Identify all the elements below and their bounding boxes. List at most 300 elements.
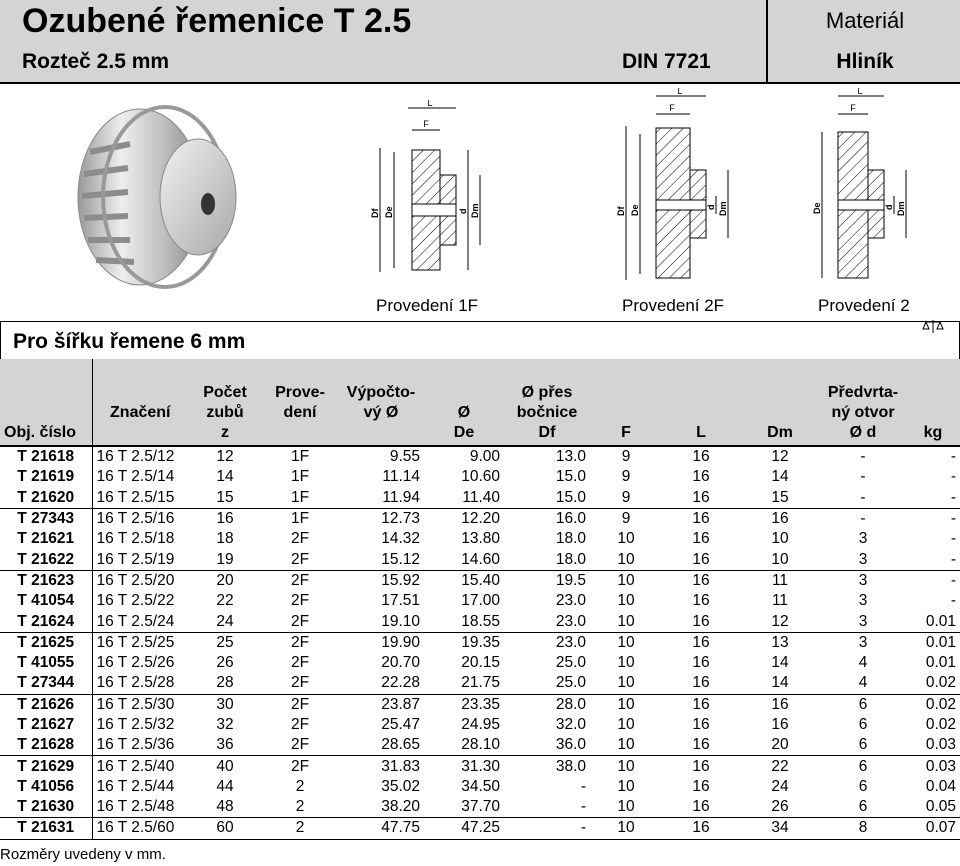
cell-obj-cislo: T 21621 xyxy=(0,529,92,549)
table-row xyxy=(0,549,960,570)
cell-vypoctovy-prumer: 28.65 xyxy=(381,736,420,754)
header-line: Ø přes xyxy=(521,384,573,401)
cell-f: 10 xyxy=(617,654,635,672)
cell-znaceni: 16 T 2.5/60 xyxy=(92,818,188,839)
header-predvrtany-otvor xyxy=(820,359,906,446)
header-l xyxy=(662,359,740,446)
cell-znaceni: 16 T 2.5/14 xyxy=(96,468,175,486)
header-obj-cislo xyxy=(0,359,92,446)
cell-l: 16 xyxy=(692,654,710,672)
cell-provedeni: 2F xyxy=(290,612,310,630)
header-vypoctovy-prumer xyxy=(338,359,424,446)
cell-pocet-zubu: 32 xyxy=(216,716,234,733)
cell-predvrtany-otvor: 4 xyxy=(858,654,868,672)
header-line: z xyxy=(221,424,229,441)
cell-de: 9.00 xyxy=(424,446,504,467)
cell-predvrtany-otvor: 4 xyxy=(858,674,868,692)
cell-provedeni: 2F xyxy=(262,632,338,653)
cell-pocet-zubu: 19 xyxy=(216,550,234,568)
cell-provedeni: 1F xyxy=(290,468,310,486)
dim-label-dm-2f: Dm xyxy=(718,201,728,216)
table-row xyxy=(0,694,960,715)
cell-obj-cislo: T 21620 xyxy=(0,488,92,509)
cell-df: 13.0 xyxy=(504,446,590,467)
cell-pocet-zubu: 24 xyxy=(216,612,234,630)
cell-df: 15.0 xyxy=(555,488,586,506)
cell-znaceni: 16 T 2.5/48 xyxy=(96,798,175,816)
cell-dm: 22 xyxy=(740,756,820,777)
cell-df: 25.0 xyxy=(555,674,586,692)
cell-kg: - xyxy=(906,446,960,467)
cell-de: 17.00 xyxy=(461,592,500,610)
cell-predvrtany-otvor: - xyxy=(860,468,866,486)
cell-znaceni: 16 T 2.5/26 xyxy=(96,654,175,672)
cell-f: 10 xyxy=(617,612,635,630)
cell-f: 10 xyxy=(590,694,662,715)
cell-znaceni: 16 T 2.5/28 xyxy=(96,674,175,692)
cell-df: 23.0 xyxy=(555,592,586,610)
cell-predvrtany-otvor: - xyxy=(820,508,906,529)
cell-vypoctovy-prumer: 15.12 xyxy=(381,550,420,568)
cell-provedeni: 2 xyxy=(295,798,305,816)
header-line: kg xyxy=(923,424,943,441)
cell-kg: 0.05 xyxy=(925,798,956,816)
header-line: Výpočto- xyxy=(346,384,416,401)
dim-label-l-2f: L xyxy=(677,88,683,96)
cell-predvrtany-otvor: 6 xyxy=(858,736,868,754)
cell-znaceni: 16 T 2.5/12 xyxy=(92,446,188,467)
cell-znaceni: 16 T 2.5/19 xyxy=(96,550,175,568)
cell-obj-cislo: T 21626 xyxy=(0,694,92,715)
table-row xyxy=(0,488,960,509)
cell-predvrtany-otvor: 8 xyxy=(820,818,906,839)
cell-kg: 0.02 xyxy=(906,694,960,715)
section-header xyxy=(0,321,960,361)
cell-dm: 14 xyxy=(771,468,789,486)
table-row xyxy=(0,508,960,529)
dim-label-df: Df xyxy=(370,208,380,218)
dim-label-l: L xyxy=(427,100,433,108)
cell-de: 14.60 xyxy=(461,550,500,568)
cell-dm: 24 xyxy=(771,777,789,795)
cell-provedeni: 2F xyxy=(290,654,310,672)
cell-dm: 34 xyxy=(740,818,820,839)
table-row xyxy=(0,797,960,818)
cell-dm: 12 xyxy=(771,612,789,630)
cell-df: - xyxy=(580,798,586,816)
cell-pocet-zubu: 48 xyxy=(216,798,234,816)
header-line: Df xyxy=(538,424,556,441)
cell-de: 13.80 xyxy=(461,530,500,548)
header-line: zubů xyxy=(206,404,244,421)
cell-vypoctovy-prumer: 14.32 xyxy=(381,530,420,548)
caption-1f: Provedení 1F xyxy=(376,296,479,315)
dim-label-df-2f: Df xyxy=(616,206,626,216)
cell-df: 23.0 xyxy=(504,632,590,653)
cell-df: 15.0 xyxy=(555,468,586,486)
cell-de: 19.35 xyxy=(424,632,504,653)
cell-de: 12.20 xyxy=(424,508,504,529)
cell-kg: - xyxy=(906,570,960,591)
header-line xyxy=(428,383,500,403)
cell-dm: 12 xyxy=(740,446,820,467)
cell-f: 10 xyxy=(617,550,635,568)
header-line: Ø xyxy=(457,404,471,421)
dim-label-d-2: d xyxy=(884,204,894,210)
table-row xyxy=(0,446,960,467)
cell-df: 36.0 xyxy=(555,736,586,754)
table-row xyxy=(0,715,960,735)
header-line: bočnice xyxy=(516,404,578,421)
cell-f: 9 xyxy=(590,446,662,467)
cell-provedeni: 2F xyxy=(290,550,310,568)
header-line xyxy=(97,423,185,443)
table-row xyxy=(0,735,960,756)
cell-znaceni: 16 T 2.5/30 xyxy=(92,694,188,715)
cell-znaceni: 16 T 2.5/16 xyxy=(92,508,188,529)
cell-df: - xyxy=(504,818,590,839)
cell-dm: 10 xyxy=(771,550,789,568)
cell-obj-cislo: T 21630 xyxy=(0,797,92,818)
table-row xyxy=(0,529,960,549)
cell-f: 9 xyxy=(621,468,631,486)
cell-de: 47.25 xyxy=(424,818,504,839)
header-line xyxy=(266,423,334,443)
cell-vypoctovy-prumer: 11.94 xyxy=(382,488,420,506)
cell-vypoctovy-prumer: 20.70 xyxy=(381,654,420,672)
header-line xyxy=(744,403,816,423)
cell-znaceni: 16 T 2.5/20 xyxy=(92,570,188,591)
cell-df: 32.0 xyxy=(555,716,586,733)
cell-l: 16 xyxy=(692,468,710,486)
cell-dm: 20 xyxy=(771,736,789,754)
cell-pocet-zubu: 18 xyxy=(216,530,234,548)
cell-kg: 0.01 xyxy=(925,612,956,630)
cell-obj-cislo: T 21624 xyxy=(0,611,92,632)
cell-provedeni: 2 xyxy=(262,818,338,839)
cell-predvrtany-otvor: - xyxy=(820,446,906,467)
dim-label-f-2: F xyxy=(850,103,856,113)
cell-f: 10 xyxy=(617,674,635,692)
header-line: F xyxy=(621,424,631,441)
cell-l: 16 xyxy=(662,694,740,715)
cell-vypoctovy-prumer: 15.92 xyxy=(338,570,424,591)
cell-obj-cislo: T 21625 xyxy=(0,632,92,653)
material-label: Materiál xyxy=(825,8,905,33)
cell-pocet-zubu: 16 xyxy=(188,508,262,529)
page-title: Ozubené řemenice T 2.5 xyxy=(22,2,412,40)
header-line xyxy=(97,383,185,403)
cell-kg: - xyxy=(950,488,956,506)
cell-vypoctovy-prumer: 22.28 xyxy=(381,674,420,692)
cell-de: 20.15 xyxy=(461,654,500,672)
cell-dm: 10 xyxy=(771,530,789,548)
cell-vypoctovy-prumer: 9.55 xyxy=(338,446,424,467)
cell-predvrtany-otvor: 6 xyxy=(820,694,906,715)
table-row xyxy=(0,467,960,487)
cell-znaceni: 16 T 2.5/24 xyxy=(96,612,175,630)
cell-znaceni: 16 T 2.5/15 xyxy=(96,488,175,506)
dim-label-l-2: L xyxy=(857,88,863,96)
cell-kg: - xyxy=(950,530,956,548)
dim-label-dm-2: Dm xyxy=(896,201,906,216)
cell-provedeni: 1F xyxy=(290,488,310,506)
cell-predvrtany-otvor: 3 xyxy=(858,550,868,568)
cell-f: 10 xyxy=(617,777,635,795)
header-line: dení xyxy=(283,404,317,421)
table-row xyxy=(0,570,960,591)
cell-vypoctovy-prumer: 12.73 xyxy=(338,508,424,529)
material-box xyxy=(766,0,960,82)
cell-f: 9 xyxy=(621,488,631,506)
material-value: Hliník xyxy=(836,50,894,73)
header-line: Značení xyxy=(110,404,171,421)
cell-l: 16 xyxy=(692,488,710,506)
cell-predvrtany-otvor: 3 xyxy=(858,530,868,548)
cell-obj-cislo: T 27344 xyxy=(0,673,92,694)
cell-dm: 16 xyxy=(771,716,789,733)
drawing-2 xyxy=(808,88,948,293)
cell-obj-cislo: T 21622 xyxy=(0,549,92,570)
cell-vypoctovy-prumer: 47.75 xyxy=(338,818,424,839)
cell-provedeni: 2F xyxy=(290,674,310,692)
cell-l: 16 xyxy=(692,777,710,795)
cell-de: 11.40 xyxy=(462,488,500,506)
caption-2: Provedení 2 xyxy=(818,296,910,315)
cell-f: 10 xyxy=(590,632,662,653)
cell-df: - xyxy=(580,777,586,795)
header-line: De xyxy=(453,424,475,441)
cell-de: 15.40 xyxy=(424,570,504,591)
cell-df: 23.0 xyxy=(555,612,586,630)
cell-vypoctovy-prumer: 11.14 xyxy=(382,468,420,486)
cell-de: 31.30 xyxy=(424,756,504,777)
header-line: Ø d xyxy=(849,424,877,441)
cell-df: 16.0 xyxy=(504,508,590,529)
cell-znaceni: 16 T 2.5/22 xyxy=(96,592,175,610)
header-dm xyxy=(740,359,820,446)
header-line xyxy=(666,383,736,403)
cell-dm: 11 xyxy=(771,592,789,610)
cell-l: 16 xyxy=(692,736,710,754)
header-df xyxy=(504,359,590,446)
cell-obj-cislo: T 21631 xyxy=(0,818,92,839)
cell-l: 16 xyxy=(692,612,710,630)
table-row xyxy=(0,611,960,632)
cell-f: 10 xyxy=(590,756,662,777)
table-row xyxy=(0,632,960,653)
cell-l: 16 xyxy=(662,756,740,777)
header-line: Počet xyxy=(203,384,247,401)
cell-predvrtany-otvor: - xyxy=(860,488,866,506)
cell-pocet-zubu: 12 xyxy=(188,446,262,467)
cell-provedeni: 2 xyxy=(295,777,305,795)
cell-predvrtany-otvor: 3 xyxy=(858,592,868,610)
cell-de: 23.35 xyxy=(424,694,504,715)
cell-pocet-zubu: 36 xyxy=(216,736,234,754)
header-line: ný otvor xyxy=(831,404,895,421)
cell-l: 16 xyxy=(692,674,710,692)
cell-provedeni: 2F xyxy=(262,756,338,777)
cell-kg: - xyxy=(950,468,956,486)
header-line: Obj. číslo xyxy=(4,424,77,441)
cell-de: 28.10 xyxy=(461,736,500,754)
cell-znaceni: 16 T 2.5/36 xyxy=(96,736,175,754)
cell-df: 18.0 xyxy=(555,530,586,548)
cell-obj-cislo: T 21627 xyxy=(0,715,92,735)
cell-predvrtany-otvor: 3 xyxy=(820,570,906,591)
header-provedeni xyxy=(262,359,338,446)
scale-icon xyxy=(922,319,944,335)
cell-f: 10 xyxy=(617,530,635,548)
cell-znaceni: 16 T 2.5/44 xyxy=(96,777,175,795)
cell-dm: 26 xyxy=(771,798,789,816)
cell-de: 18.55 xyxy=(461,612,500,630)
cell-l: 16 xyxy=(692,798,710,816)
cell-l: 16 xyxy=(692,530,710,548)
cell-vypoctovy-prumer: 19.10 xyxy=(381,612,420,630)
cell-df: 19.5 xyxy=(504,570,590,591)
dim-label-f: F xyxy=(423,119,429,129)
cell-dm: 16 xyxy=(740,508,820,529)
dim-label-de-2f: De xyxy=(630,204,640,216)
cell-provedeni: 1F xyxy=(262,508,338,529)
cell-pocet-zubu: 15 xyxy=(216,488,234,506)
cell-obj-cislo: T 21618 xyxy=(0,446,92,467)
table-row xyxy=(0,756,960,777)
drawing-2f xyxy=(610,88,750,293)
cell-l: 16 xyxy=(662,508,740,529)
cell-pocet-zubu: 20 xyxy=(188,570,262,591)
cell-predvrtany-otvor: 6 xyxy=(858,716,868,733)
header-line: Předvrta- xyxy=(827,384,899,401)
cell-pocet-zubu: 26 xyxy=(216,654,234,672)
header-de xyxy=(424,359,504,446)
dim-label-f-2f: F xyxy=(669,103,675,113)
cell-df: 38.0 xyxy=(504,756,590,777)
cell-kg: 0.01 xyxy=(925,654,956,672)
pitch-subtitle: Rozteč 2.5 mm xyxy=(22,50,170,73)
header-line xyxy=(4,383,88,403)
cell-vypoctovy-prumer: 35.02 xyxy=(381,777,420,795)
cell-obj-cislo: T 41055 xyxy=(0,653,92,673)
header-line xyxy=(910,383,956,403)
cell-f: 10 xyxy=(617,736,635,754)
cell-pocet-zubu: 22 xyxy=(216,592,234,610)
dim-label-de: De xyxy=(384,206,394,218)
cell-df: 28.0 xyxy=(504,694,590,715)
cell-provedeni: 2F xyxy=(262,570,338,591)
header-line: Dm xyxy=(767,424,793,441)
cell-kg: 0.03 xyxy=(906,756,960,777)
cell-de: 37.70 xyxy=(461,798,500,816)
cell-kg: 0.07 xyxy=(906,818,960,839)
cell-dm: 15 xyxy=(771,488,789,506)
header-line xyxy=(342,423,420,443)
cell-f: 10 xyxy=(617,592,635,610)
cell-dm: 14 xyxy=(771,674,789,692)
table-row xyxy=(0,777,960,797)
header-line xyxy=(744,383,816,403)
header-line: Prove- xyxy=(275,384,325,401)
header xyxy=(0,0,960,84)
header-znaceni xyxy=(92,359,188,446)
cell-f: 10 xyxy=(617,798,635,816)
cell-provedeni: 2F xyxy=(290,736,310,754)
cell-dm: 13 xyxy=(740,632,820,653)
cell-kg: - xyxy=(950,550,956,568)
cell-pocet-zubu: 44 xyxy=(216,777,234,795)
cell-provedeni: 2F xyxy=(290,530,310,548)
cell-f: 9 xyxy=(590,508,662,529)
cell-kg: 0.03 xyxy=(925,736,956,754)
cell-f: 10 xyxy=(590,570,662,591)
cell-pocet-zubu: 30 xyxy=(188,694,262,715)
header-line xyxy=(594,403,658,423)
cell-l: 16 xyxy=(662,818,740,839)
cell-vypoctovy-prumer: 19.90 xyxy=(338,632,424,653)
cell-f: 10 xyxy=(617,716,635,733)
header-line xyxy=(910,403,956,423)
cell-de: 21.75 xyxy=(461,674,500,692)
cell-znaceni: 16 T 2.5/25 xyxy=(92,632,188,653)
header-line xyxy=(4,403,88,423)
table-row xyxy=(0,591,960,611)
cell-de: 34.50 xyxy=(461,777,500,795)
cell-predvrtany-otvor: 6 xyxy=(820,756,906,777)
header-f xyxy=(590,359,662,446)
cell-vypoctovy-prumer: 23.87 xyxy=(338,694,424,715)
header-pocet-zubu xyxy=(188,359,262,446)
cell-f: 10 xyxy=(590,818,662,839)
footnote: Rozměry uvedeny v mm. xyxy=(0,846,166,863)
cell-znaceni: 16 T 2.5/32 xyxy=(96,716,175,733)
cell-l: 16 xyxy=(692,716,710,733)
cell-predvrtany-otvor: 6 xyxy=(858,798,868,816)
dim-label-de-2: De xyxy=(812,202,822,214)
dimensions-table xyxy=(0,359,960,840)
header-line xyxy=(594,383,658,403)
cell-predvrtany-otvor: 3 xyxy=(820,632,906,653)
cell-pocet-zubu: 28 xyxy=(216,674,234,692)
header-line xyxy=(666,403,736,423)
cell-de: 10.60 xyxy=(461,468,500,486)
cell-df: 25.0 xyxy=(555,654,586,672)
cell-dm: 11 xyxy=(740,570,820,591)
cell-predvrtany-otvor: 6 xyxy=(858,777,868,795)
cell-obj-cislo: T 21628 xyxy=(0,735,92,756)
cell-pocet-zubu: 40 xyxy=(188,756,262,777)
cell-predvrtany-otvor: 3 xyxy=(858,612,868,630)
cell-kg: - xyxy=(906,508,960,529)
cell-obj-cislo: T 21623 xyxy=(0,570,92,591)
cell-df: 18.0 xyxy=(555,550,586,568)
cell-dm: 16 xyxy=(740,694,820,715)
cell-obj-cislo: T 27343 xyxy=(0,508,92,529)
header-kg xyxy=(906,359,960,446)
section-title: Pro šířku řemene 6 mm xyxy=(13,330,246,353)
cell-kg: 0.04 xyxy=(925,777,956,795)
table-header-row xyxy=(0,359,960,446)
cell-vypoctovy-prumer: 17.51 xyxy=(381,592,420,610)
cell-vypoctovy-prumer: 31.83 xyxy=(338,756,424,777)
cell-kg: 0.02 xyxy=(925,674,956,692)
pulley-photo xyxy=(70,92,240,292)
cell-kg: 0.01 xyxy=(906,632,960,653)
cell-znaceni: 16 T 2.5/18 xyxy=(96,530,175,548)
table-row xyxy=(0,818,960,839)
cell-kg: - xyxy=(950,592,956,610)
